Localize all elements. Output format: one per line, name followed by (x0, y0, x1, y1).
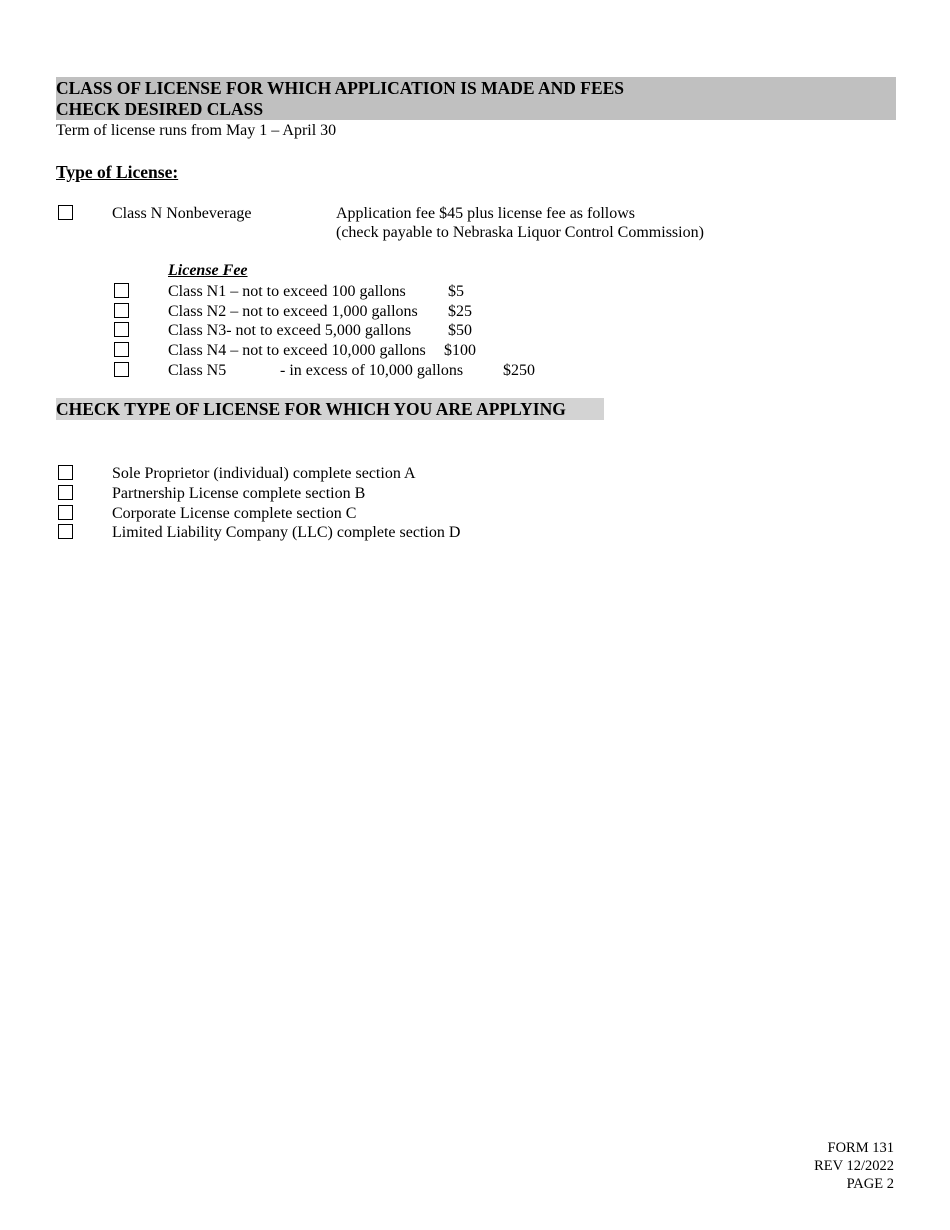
applicant-type-heading: CHECK TYPE OF LICENSE FOR WHICH YOU ARE APPLYING (56, 399, 566, 419)
footer-revision: REV 12/2022 (814, 1158, 894, 1174)
class-n5-label: Class N5 (168, 362, 227, 379)
class-n-label: Class N Nonbeverage (112, 205, 252, 222)
class-n2-fee: $25 (448, 303, 472, 320)
footer-form-number: FORM 131 (827, 1140, 894, 1156)
class-n-checkbox[interactable] (58, 205, 73, 220)
class-n2-label: Class N2 – not to exceed 1,000 gallons (168, 303, 418, 320)
application-fee-text: Application fee $45 plus license fee as follows (336, 205, 636, 222)
footer-page-number: PAGE 2 (846, 1176, 894, 1192)
class-n4-checkbox[interactable] (114, 342, 129, 357)
corporate-checkbox[interactable] (58, 505, 73, 520)
partnership-label: Partnership License complete section B (112, 485, 366, 502)
class-n1-fee: $5 (448, 283, 464, 300)
class-n4-label: Class N4 – not to exceed 10,000 gallons (168, 342, 426, 359)
class-n4-fee: $100 (444, 342, 476, 359)
class-n3-label: Class N3- not to exceed 5,000 gallons (168, 322, 412, 339)
corporate-label: Corporate License complete section C (112, 505, 357, 522)
term-note: Term of license runs from May 1 – April 30 (56, 122, 337, 139)
check-payable-text: (check payable to Nebraska Liquor Control Commission) (336, 224, 704, 241)
class-n3-fee: $50 (448, 322, 472, 339)
partnership-checkbox[interactable] (58, 485, 73, 500)
class-n5-detail: - in excess of 10,000 gallons (280, 362, 464, 379)
llc-checkbox[interactable] (58, 524, 73, 539)
header-subtitle: CHECK DESIRED CLASS (56, 99, 264, 119)
type-of-license-heading: Type of License: (56, 162, 179, 182)
sole-proprietor-label: Sole Proprietor (individual) complete section A (112, 465, 416, 482)
class-n3-checkbox[interactable] (114, 322, 129, 337)
license-fee-heading: License Fee (168, 262, 248, 279)
class-n5-checkbox[interactable] (114, 362, 129, 377)
class-n1-label: Class N1 – not to exceed 100 gallons (168, 283, 406, 300)
llc-label: Limited Liability Company (LLC) complete section D (112, 524, 461, 541)
class-n2-checkbox[interactable] (114, 303, 129, 318)
sole-proprietor-checkbox[interactable] (58, 465, 73, 480)
class-n5-fee: $250 (503, 362, 535, 379)
class-n1-checkbox[interactable] (114, 283, 129, 298)
header-title: CLASS OF LICENSE FOR WHICH APPLICATION IS MADE AND FEES (56, 78, 625, 98)
